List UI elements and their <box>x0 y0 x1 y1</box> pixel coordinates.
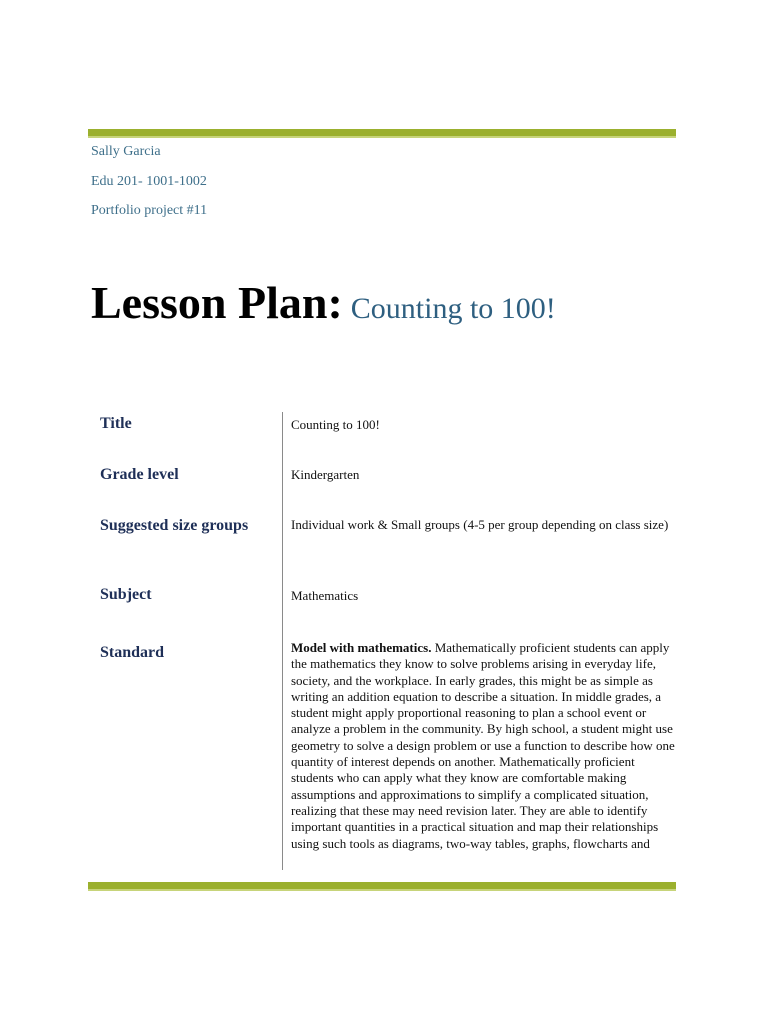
table-column-divider <box>282 412 283 870</box>
row-label-title: Title <box>100 415 132 432</box>
row-value-group-size: Individual work & Small groups (4-5 per group depending on class size) <box>291 517 669 532</box>
row-label-subject: Subject <box>100 586 152 603</box>
author-name: Sally Garcia <box>91 144 161 159</box>
project-number: Portfolio project #11 <box>91 203 208 218</box>
bottom-divider-rule <box>88 882 676 891</box>
row-label-group-size: Suggested size groups <box>100 517 249 534</box>
course-code: Edu 201- 1001-1002 <box>91 174 207 189</box>
page-title-label: Lesson Plan: <box>91 277 343 328</box>
standard-lead: Model with mathematics. <box>291 640 432 655</box>
row-value-grade: Kindergarten <box>291 467 360 482</box>
top-divider-rule <box>88 129 676 138</box>
row-value-subject: Mathematics <box>291 588 359 603</box>
standard-text: Mathematically proficient students can apply the mathematics they know to solve problems arising in everyday life, society, and the workplace. In early grades, this might be as simple as writing an addition equation to describe a situation. In middle grades, a student might apply proportional reasoning to plan a school event or analyze a problem in the community. By high school, a student might use geometry to solve a design problem or use a function to describe how one quantity of interest depends on another. Mathematically proficient students who can apply what they know are comfortable making assumptions and approximations to simplify a complicated situation, realizing that these may need revision later. They are able to identify important quantities in a practical situation and map their relationships using such tools as diagrams, two-way tables, graphs, flowcharts and <box>291 640 675 851</box>
row-value-title: Counting to 100! <box>291 417 380 432</box>
row-label-standard: Standard <box>100 644 165 661</box>
row-value-standard <box>291 640 676 870</box>
page-title-subtitle: Counting to 100! <box>350 292 556 325</box>
page-title <box>91 276 556 329</box>
row-label-grade: Grade level <box>100 466 179 483</box>
